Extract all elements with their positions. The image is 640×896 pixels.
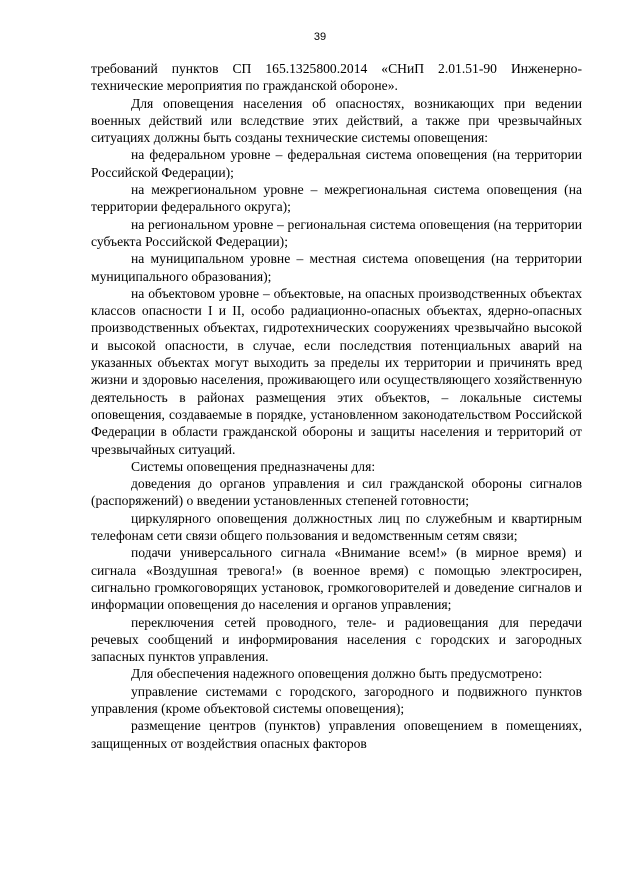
list-item-center-placement: размещение центров (пунктов) управления оповещением в помещениях, защищенных от воздействия опасных факторов — [91, 718, 582, 751]
list-item-federal-level: на федеральном уровне – федеральная система оповещения (на территории Российской Федерации); — [91, 147, 582, 180]
page-bottom-edge — [0, 888, 640, 896]
list-item-regional-level: на региональном уровне – региональная система оповещения (на территории субъекта Российской Федерации); — [91, 216, 582, 249]
paragraph-continuation: требований пунктов СП 165.1325800.2014 «СНиП 2.01.51-90 Инженерно-технические мероприятия по гражданской обороне». — [91, 61, 582, 94]
paragraph-reliability-requirements: Для обеспечения надежного оповещения должно быть предусмотрено: — [131, 666, 543, 682]
list-item-universal-signal: подачи универсального сигнала «Внимание всем!» (в мирное время) и сигнала «Воздушная тревога!» (в военное время) с помощью электросирен, сигнально громкоговорящих установок, громкоговорителей и доведение сигналов и информации оповещения до населения и органов управления; — [91, 545, 582, 613]
page-body — [91, 60, 582, 752]
paragraph-alert-systems-intro: Для оповещения населения об опасностях, возникающих при ведении военных действий или вследствие этих действий, а также при чрезвычайных ситуациях должны быть созданы технические системы оповещения: — [91, 95, 582, 146]
list-item-signal-delivery: доведения до органов управления и сил гражданской обороны сигналов (распоряжений) о введении установленных степеней готовности; — [91, 476, 582, 509]
list-item-circular-alert: циркулярного оповещения должностных лиц по служебным и квартирным телефонам сети связи общего пользования и ведомственным сетям связи; — [91, 510, 582, 544]
list-item-municipal-level: на муниципальном уровне – местная система оповещения (на территории муниципального образования); — [91, 251, 582, 284]
list-item-object-level: на объектовом уровне – объектовые, на опасных производственных объектах классов опасности I и II, особо радиационно-опасных объектах, ядерно-опасных производственных объектах, гидротехнических сооружениях чрезвычайно высокой и высокой опасности, в случае, если последствия потенциальных аварий на указанных объектах могут выходить за пределы их территории и причинять вред жизни и здоровью населения, проживающего или осуществляющего хозяйственную деятельность в районах размещения этих объектов, – локальные системы оповещения, создаваемые в порядке, установленном законодательством Российской Федерации в области гражданской обороны и защиты населения и территорий от чрезвычайных ситуаций. — [91, 285, 582, 457]
list-item-interregional-level: на межрегиональном уровне – межрегиональная система оповещения (на территории федерального округа); — [91, 182, 582, 215]
paragraph-systems-purpose: Системы оповещения предназначены для: — [131, 458, 376, 474]
list-item-control-points: управление системами с городского, загородного и подвижного пунктов управления (кроме объектовой системы оповещения); — [91, 683, 582, 716]
list-item-broadcast-switching: переключения сетей проводного, теле- и радиовещания для передачи речевых сообщений и информирования населения с городских и загородных запасных пунктов управления. — [91, 614, 582, 665]
page-number: 39 — [313, 31, 327, 43]
